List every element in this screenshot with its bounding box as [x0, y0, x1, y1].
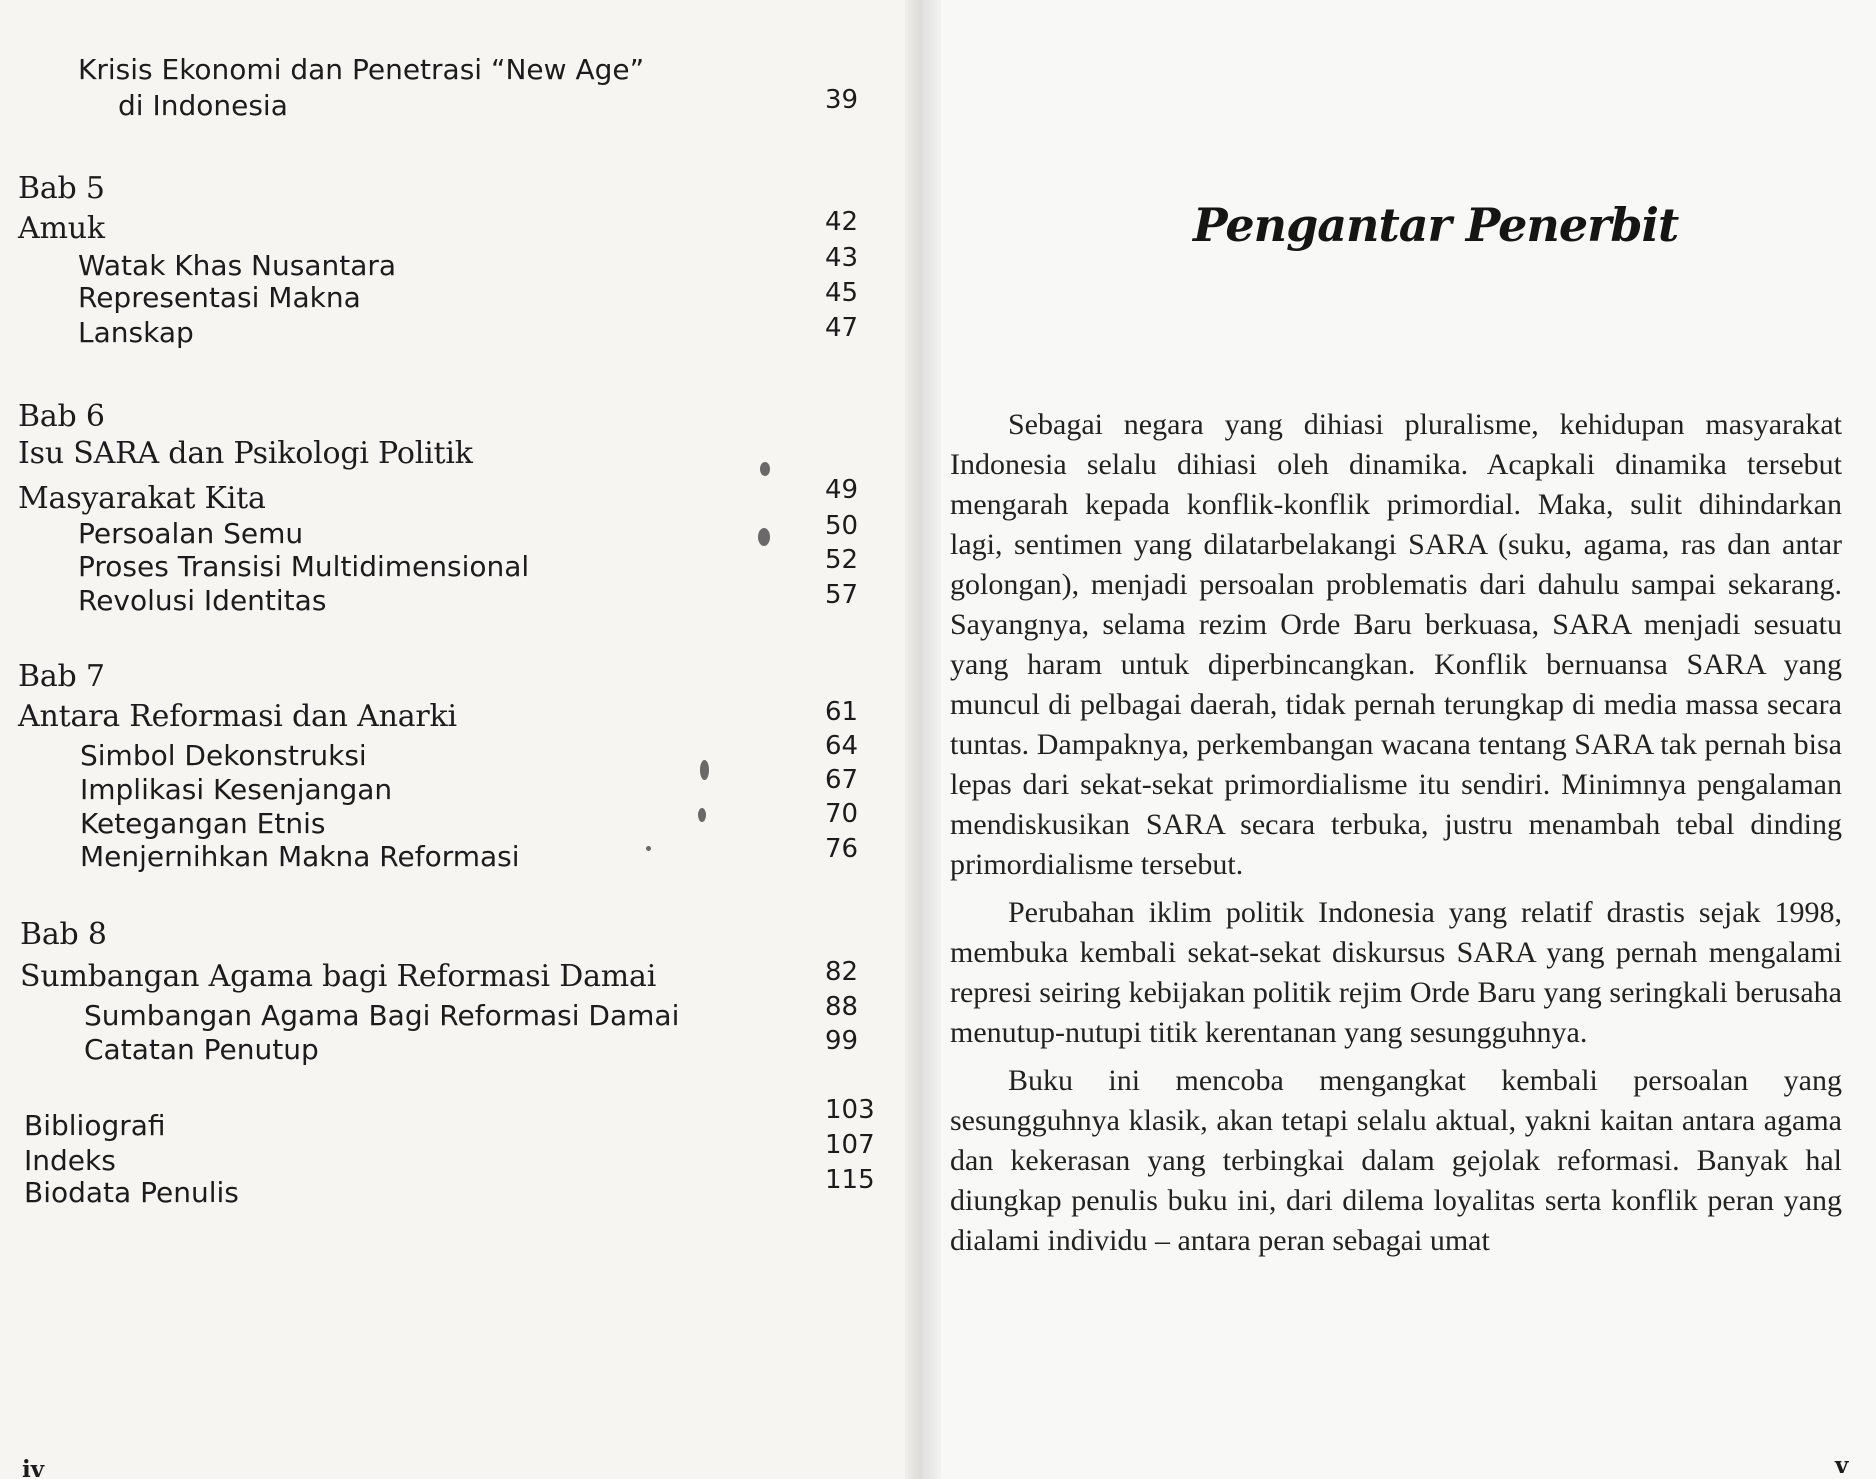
preface-paragraph: Buku ini mencoba mengangkat kembali persoalan yang sesungguhnya klasik, akan tetapi selalu aktual, yakni kaitan antara agama dan kekerasan yang terbingkai dalam gejolak reformasi. Banyak hal diungkap penulis buku ini, dari dilema loyalitas serta konflik peran yang dialami individu – antara peran sebagai umat: [950, 1064, 1842, 1257]
toc-page-number: 61: [825, 697, 859, 727]
paper-speck: [698, 808, 706, 822]
toc-entry-label: Catatan Penutup: [84, 1033, 319, 1066]
toc-entry-label: Biodata Penulis: [24, 1176, 239, 1209]
toc-page-number: 43: [825, 243, 859, 273]
toc-entry-label: Revolusi Identitas: [78, 584, 327, 617]
toc-entry-label: Menjernihkan Makna Reformasi: [80, 840, 520, 873]
toc-entry-label: Proses Transisi Multidimensional: [78, 550, 530, 583]
toc-entry-label: Watak Khas Nusantara: [78, 249, 397, 282]
toc-entry-label: Lanskap: [78, 316, 194, 349]
toc-entry-label: Sumbangan Agama Bagi Reformasi Damai: [84, 999, 680, 1032]
preface-body: [950, 405, 1842, 1261]
toc-entry-label: Indeks: [24, 1144, 116, 1177]
toc-entry-label: Bibliografi: [24, 1109, 166, 1142]
toc-entry-label: Implikasi Kesenjangan: [80, 773, 393, 806]
paper-speck: [760, 462, 770, 476]
chapter-number: Bab 8: [20, 917, 107, 952]
toc-page-number: 115: [825, 1165, 875, 1195]
toc-page-number: 82: [825, 957, 859, 987]
page-folio-right: v: [1835, 1452, 1849, 1479]
toc-page-number: 42: [825, 207, 859, 237]
chapter-title: Antara Reformasi dan Anarki: [18, 699, 457, 734]
preface-paragraph: Perubahan iklim politik Indonesia yang relatif drastis sejak 1998, membuka kembali sekat-sekat diskursus SARA yang pernah mengalami represi seiring kebijakan politik rejim Orde Baru yang seringkali berusaha menutup-nutupi titik kerentanan yang sesungguhnya.: [950, 896, 1842, 1049]
toc-page-number: 88: [825, 992, 859, 1022]
toc-page-number: 67: [825, 765, 859, 795]
toc-page-number: 45: [825, 278, 859, 308]
toc-entry-label: Simbol Dekonstruksi: [80, 739, 367, 772]
toc-page-number: 70: [825, 799, 859, 829]
toc-page-number: 103: [825, 1095, 875, 1125]
toc-page-number: 76: [825, 834, 859, 864]
chapter-title: Masyarakat Kita: [18, 481, 266, 516]
toc-page-number: 49: [825, 475, 859, 505]
toc-page-number: 107: [825, 1130, 875, 1160]
chapter-number: Bab 6: [18, 399, 105, 434]
toc-page-number: 99: [825, 1026, 859, 1056]
paper-speck: [646, 846, 651, 851]
toc-page-number: 52: [825, 545, 859, 575]
chapter-number: Bab 5: [18, 171, 105, 206]
toc-entry-label: Krisis Ekonomi dan Penetrasi “New Age”: [78, 53, 645, 86]
paper-speck: [700, 760, 709, 780]
toc-page-number: 47: [825, 313, 859, 343]
book-gutter: [905, 0, 941, 1479]
preface-paragraph: Sebagai negara yang dihiasi pluralisme, kehidupan masyarakat Indonesia selalu dihiasi oleh dinamika. Acapkali dinamika tersebut mengarah kepada konflik-konflik primordial. Maka, sulit dihindarkan lagi, sentimen yang dilatarbelakangi SARA (suku, agama, ras dan antar golongan), menjadi persoalan problematis dari dahulu sampai sekarang. Sayangnya, selama rezim Orde Baru berkuasa, SARA menjadi sesuatu yang haram untuk diperbincangkan. Konflik bernuansa SARA yang muncul di pelbagai daerah, tidak pernah terungkap di media massa secara tuntas. Dampaknya, perkembangan wacana tentang SARA tak pernah bisa lepas dari sekat-sekat primordialisme itu sendiri. Minimnya pengalaman mendiskusikan SARA secara terbuka, justru menambah tebal dinding primordialisme tersebut.: [950, 408, 1842, 881]
toc-entry-label: Persoalan Semu: [78, 517, 304, 550]
preface-heading: Pengantar Penerbit: [1193, 198, 1679, 252]
toc-entry-label: Representasi Makna: [78, 281, 361, 314]
chapter-number: Bab 7: [18, 659, 105, 694]
toc-page-number: 39: [825, 85, 859, 115]
page-folio-left: iv: [22, 1456, 45, 1479]
toc-page-number: 50: [825, 511, 859, 541]
toc-page-number: 64: [825, 731, 859, 761]
left-page-table-of-contents: [0, 0, 922, 1479]
toc-entry-label: Ketegangan Etnis: [80, 807, 326, 840]
chapter-title: Amuk: [18, 211, 105, 246]
chapter-title: Sumbangan Agama bagi Reformasi Damai: [20, 959, 657, 994]
chapter-title: Isu SARA dan Psikologi Politik: [18, 436, 473, 471]
paper-speck: [758, 528, 770, 546]
toc-entry-label: di Indonesia: [118, 89, 288, 122]
toc-page-number: 57: [825, 580, 859, 610]
